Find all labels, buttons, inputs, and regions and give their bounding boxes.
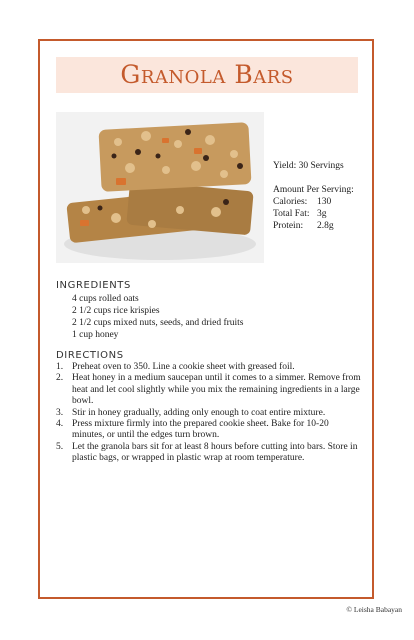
nutrition-heading: Amount Per Serving:: [273, 185, 354, 195]
step-text: Stir in honey gradually, adding only enough to coat entire mixture.: [72, 407, 326, 418]
nutrition-label: Total Fat:: [273, 209, 310, 219]
step-number: 3.: [56, 407, 64, 418]
nutrition-row-protein: [273, 220, 354, 232]
step-number: 5.: [56, 441, 64, 452]
directions-list: [56, 362, 361, 465]
nutrition-info: [273, 160, 354, 232]
nutrition-row-calories: [273, 196, 354, 208]
nutrition-label: Calories:: [273, 197, 308, 207]
step-number: 2.: [56, 373, 64, 384]
recipe-title: Granola Bars: [120, 60, 294, 89]
ingredient-item: 2 1/2 cups rice krispies: [72, 306, 160, 316]
direction-step: [56, 442, 361, 465]
step-number: 4.: [56, 419, 64, 430]
step-text: Let the granola bars sit for at least 8 hours before cutting into bars. Store in plastic bags, or wrapped in plastic wrap at room temperature.: [72, 441, 358, 464]
nutrition-value: 3g: [317, 209, 327, 219]
ingredient-item: 2 1/2 cups mixed nuts, seeds, and dried fruits: [72, 318, 244, 328]
yield-text: Yield: 30 Servings: [273, 161, 344, 171]
step-number: 1.: [56, 362, 64, 372]
directions-heading: DIRECTIONS: [56, 350, 124, 361]
copyright-credit: © Leisha Babayan: [346, 605, 402, 614]
direction-step: [56, 408, 361, 419]
ingredients-heading: INGREDIENTS: [56, 280, 131, 291]
ingredient-item: 4 cups rolled oats: [72, 294, 139, 304]
step-text: Press mixture firmly into the prepared cookie sheet. Bake for 10-20 minutes, or until the edges turn brown.: [72, 419, 329, 441]
direction-step: [56, 419, 361, 442]
ingredients-list: [72, 293, 244, 341]
nutrition-value: 130: [317, 197, 332, 207]
nutrition-label: Protein:: [273, 221, 304, 231]
step-text: Heat honey in a medium saucepan until it comes to a simmer. Remove from heat and let cool slightly while you mix the remaining ingredients in a large bowl.: [72, 373, 361, 407]
nutrition-value: 2.8g: [317, 221, 334, 231]
step-text: Preheat oven to 350. Line a cookie sheet with greased foil.: [72, 362, 295, 372]
ingredient-item: 1 cup honey: [72, 330, 119, 340]
direction-step: [56, 373, 361, 407]
granola-bars-photo: [56, 112, 264, 263]
direction-step: [56, 362, 361, 373]
nutrition-row-fat: [273, 208, 354, 220]
